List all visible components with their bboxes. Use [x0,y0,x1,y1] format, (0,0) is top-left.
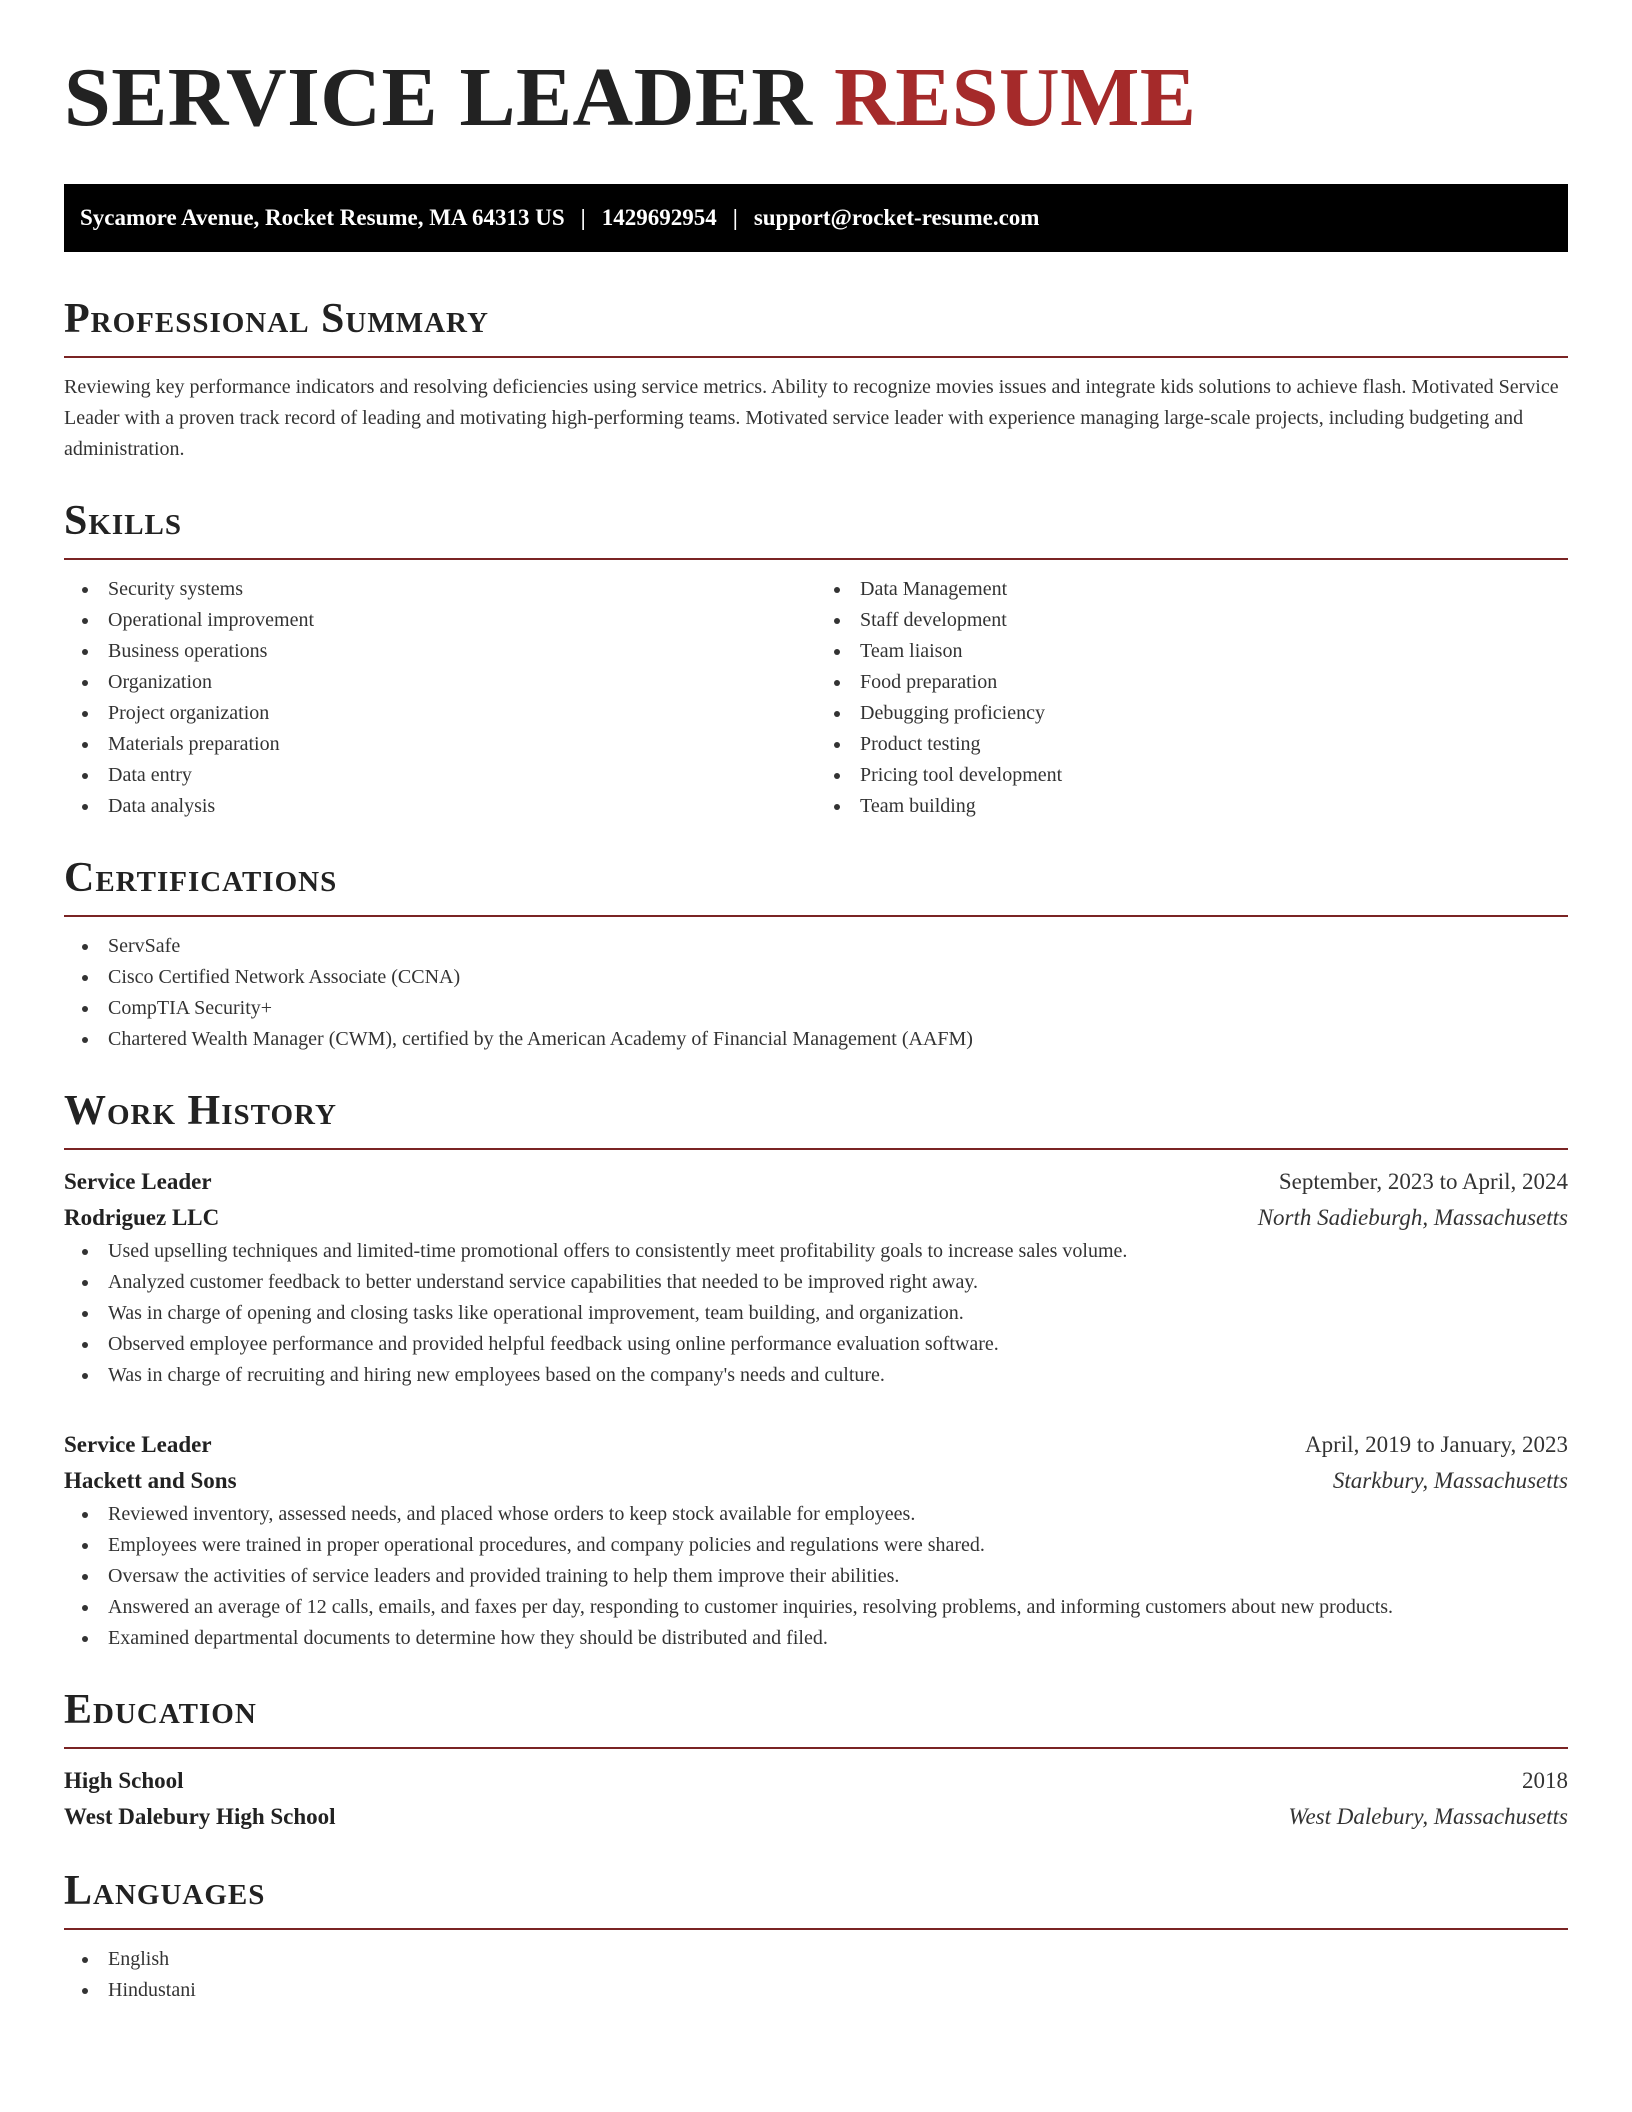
section-divider [64,915,1568,917]
list-item: English [64,1944,1568,1975]
languages-section [64,1870,1568,2006]
title-accent: RESUME [834,51,1197,144]
skills-list-right [816,574,1568,822]
education-location: West Dalebury, Massachusetts [1288,1804,1568,1829]
list-item: Pricing tool development [816,760,1568,791]
section-heading: Certifications [64,855,338,901]
job-entry [64,1164,1568,1391]
skills-list-left [64,574,816,822]
skills-grid [64,574,1568,822]
job-header-row [64,1427,1568,1463]
summary-section [64,298,1568,465]
section-heading: Languages [64,1868,266,1914]
contact-bar [64,184,1568,252]
contact-email: support@rocket-resume.com [753,205,1040,230]
education-school-row [64,1799,1568,1835]
list-item: Hindustani [64,1975,1568,2006]
list-item: Answered an average of 12 calls, emails, and faxes per day, responding to customer inquiries, resolving problems, and informing customers about new products. [64,1592,1568,1623]
list-item: Operational improvement [64,605,816,636]
education-section [64,1689,1568,1835]
job-company: Rodriguez LLC [64,1205,220,1230]
section-divider [64,1747,1568,1749]
list-item: Team liaison [816,636,1568,667]
contact-address: Sycamore Avenue, Rocket Resume, MA 64313 US [80,205,565,230]
list-item: Analyzed customer feedback to better understand service capabilities that needed to be improved right away. [64,1267,1568,1298]
section-divider [64,558,1568,560]
section-heading: Skills [64,498,183,544]
list-item: Used upselling techniques and limited-time promotional offers to consistently meet profitability goals to increase sales volume. [64,1236,1568,1267]
list-item: Food preparation [816,667,1568,698]
job-location: Starkbury, Massachusetts [1332,1468,1568,1493]
job-bullets [64,1236,1568,1391]
contact-separator: | [580,205,586,230]
list-item: CompTIA Security+ [64,993,1568,1024]
job-company-row [64,1200,1568,1236]
resume-title [64,51,1568,144]
list-item: Examined departmental documents to determine how they should be distributed and filed. [64,1623,1568,1654]
job-company-row [64,1463,1568,1499]
section-heading: Work History [64,1088,337,1134]
list-item: Chartered Wealth Manager (CWM), certified by the American Academy of Financial Management (AAFM) [64,1024,1568,1055]
education-year: 2018 [1522,1768,1568,1793]
contact-phone: 1429692954 [601,205,717,230]
certifications-section [64,857,1568,1055]
section-heading: Education [64,1687,257,1733]
list-item: Organization [64,667,816,698]
work-history-section [64,1090,1568,1654]
education-school: West Dalebury High School [64,1804,336,1829]
list-item: Data entry [64,760,816,791]
list-item: Observed employee performance and provided helpful feedback using online performance evaluation software. [64,1329,1568,1360]
list-item: Security systems [64,574,816,605]
job-dates: April, 2019 to January, 2023 [1305,1432,1568,1457]
skills-section [64,500,1568,822]
list-item: Was in charge of opening and closing tasks like operational improvement, team building, and organization. [64,1298,1568,1329]
job-dates: September, 2023 to April, 2024 [1278,1169,1568,1194]
list-item: Staff development [816,605,1568,636]
job-bullets [64,1499,1568,1654]
job-title: Service Leader [64,1432,212,1457]
job-header-row [64,1164,1568,1200]
section-divider [64,356,1568,358]
job-title: Service Leader [64,1169,212,1194]
list-item: Project organization [64,698,816,729]
section-divider [64,1148,1568,1150]
list-item: Was in charge of recruiting and hiring new employees based on the company's needs and culture. [64,1360,1568,1391]
list-item: Business operations [64,636,816,667]
list-item: Product testing [816,729,1568,760]
list-item: Debugging proficiency [816,698,1568,729]
list-item: ServSafe [64,931,1568,962]
list-item: Oversaw the activities of service leaders and provided training to help them improve their abilities. [64,1561,1568,1592]
section-heading: Professional Summary [64,296,489,342]
contact-separator: | [732,205,738,230]
summary-text: Reviewing key performance indicators and resolving deficiencies using service metrics. Ability to recognize movies issues and integrate kids solutions to achieve flash. Motivated Service Leader with a proven track record of leading and motivating high-performing teams. Motivated service leader with experience managing large-scale projects, including budgeting and administration. [64,376,1559,460]
education-degree-row [64,1763,1568,1799]
education-degree: High School [64,1768,184,1793]
list-item: Data analysis [64,791,816,822]
job-location: North Sadieburgh, Massachusetts [1257,1205,1568,1230]
job-entry [64,1427,1568,1654]
list-item: Team building [816,791,1568,822]
job-company: Hackett and Sons [64,1468,237,1493]
list-item: Cisco Certified Network Associate (CCNA) [64,962,1568,993]
list-item: Reviewed inventory, assessed needs, and placed whose orders to keep stock available for employees. [64,1499,1568,1530]
certifications-list [64,931,1568,1055]
list-item: Materials preparation [64,729,816,760]
section-divider [64,1928,1568,1930]
title-main: SERVICE LEADER [64,51,813,144]
list-item: Data Management [816,574,1568,605]
list-item: Employees were trained in proper operational procedures, and company policies and regulations were shared. [64,1530,1568,1561]
languages-list [64,1944,1568,2006]
